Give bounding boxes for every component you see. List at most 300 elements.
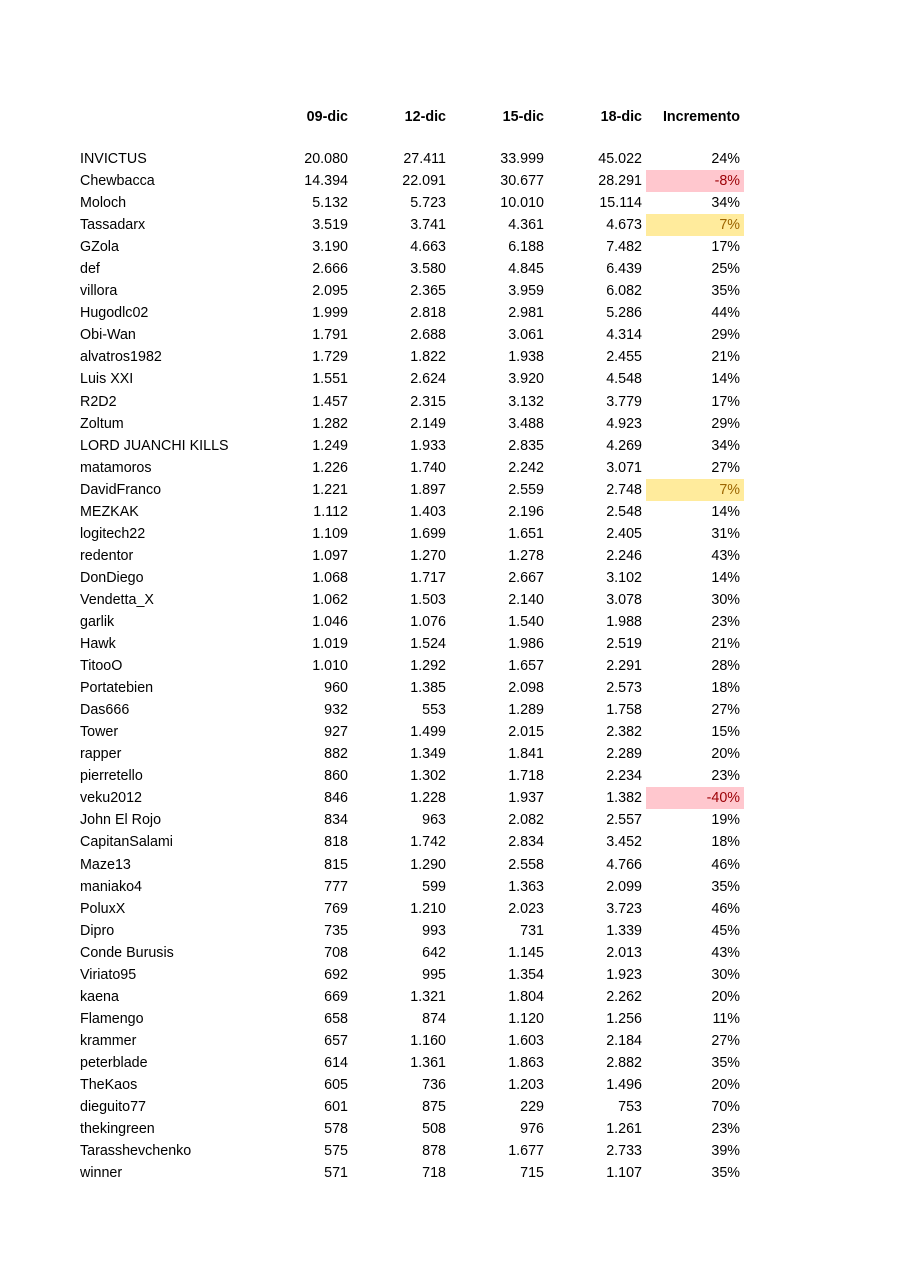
player-name-cell: kaena [80,988,119,1005]
player-name-cell: garlik [80,614,115,630]
value-18-dic-cell: 1.382 [606,790,642,807]
table-row [76,457,746,479]
value-18-dic-cell: 2.234 [606,768,642,785]
value-09-dic-cell: 818 [324,834,348,851]
value-12-dic-cell: 1.822 [410,349,446,366]
table-row [76,192,746,214]
table-row [76,677,746,699]
value-15-dic-cell: 1.651 [508,525,544,542]
table-body [76,148,746,1184]
player-name-cell: alvatros1982 [80,349,162,366]
value-15-dic-cell: 2.834 [508,834,544,851]
value-12-dic-cell: 963 [422,812,446,829]
player-name-cell: R2D2 [80,393,117,410]
value-09-dic-cell: 575 [324,1143,348,1160]
value-18-dic-cell: 753 [618,1099,642,1116]
table-row [76,589,746,611]
value-18-dic-cell: 4.548 [606,371,642,388]
value-15-dic-cell: 1.540 [508,614,544,630]
table-row [76,765,746,787]
value-12-dic-cell: 1.503 [410,591,446,608]
player-name-cell: Viriato95 [80,966,137,983]
value-15-dic-cell: 715 [520,1165,544,1182]
value-15-dic-cell: 2.835 [508,437,544,454]
value-15-dic-cell: 1.804 [508,988,544,1005]
player-name-cell: Conde Burusis [80,944,174,961]
value-12-dic-cell: 642 [422,944,446,961]
value-18-dic-cell: 2.382 [606,724,642,741]
value-12-dic-cell: 1.385 [410,680,446,697]
value-12-dic-cell: 875 [422,1099,446,1116]
table-row [76,633,746,655]
value-12-dic-cell: 2.624 [410,371,446,388]
increment-cell: 18% [711,834,740,851]
value-18-dic-cell: 15.114 [599,195,642,212]
value-18-dic-cell: 3.779 [606,393,642,410]
value-15-dic-cell: 1.986 [508,636,544,653]
player-name-cell: pierretello [80,768,143,785]
value-15-dic-cell: 3.920 [508,371,544,388]
value-15-dic-cell: 2.559 [508,481,544,498]
value-12-dic-cell: 1.076 [410,614,446,630]
value-09-dic-cell: 578 [324,1121,348,1138]
table-row [76,1074,746,1096]
value-09-dic-cell: 3.519 [312,217,348,234]
value-12-dic-cell: 874 [422,1010,446,1027]
value-15-dic-cell: 10.010 [500,195,544,212]
increment-cell: 35% [711,1054,740,1071]
increment-cell: 23% [711,614,740,630]
value-09-dic-cell: 1.112 [313,503,348,520]
player-name-cell: TheKaos [80,1076,138,1093]
value-12-dic-cell: 2.315 [410,393,446,410]
table-row [76,368,746,390]
value-15-dic-cell: 6.188 [508,239,544,256]
value-09-dic-cell: 1.068 [312,569,348,586]
value-12-dic-cell: 2.818 [410,305,446,322]
table-row [76,699,746,721]
value-18-dic-cell: 2.246 [606,547,642,564]
player-name-cell: krammer [80,1032,137,1049]
value-09-dic-cell: 657 [324,1032,348,1049]
value-09-dic-cell: 1.729 [312,349,348,366]
increment-cell: 29% [711,327,740,344]
player-name-cell: dieguito77 [80,1099,146,1116]
table-row [76,413,746,435]
value-18-dic-cell: 2.882 [606,1054,642,1071]
table-row [76,1162,746,1184]
increment-cell: 24% [711,151,740,168]
value-09-dic-cell: 1.457 [312,393,348,410]
value-09-dic-cell: 20.080 [304,151,348,168]
value-18-dic-cell: 1.107 [606,1165,642,1182]
value-09-dic-cell: 2.095 [312,283,348,300]
value-15-dic-cell: 1.289 [508,702,544,719]
value-15-dic-cell: 2.098 [508,680,544,697]
value-15-dic-cell: 976 [520,1121,544,1138]
value-12-dic-cell: 1.270 [410,547,446,564]
value-09-dic-cell: 846 [324,790,348,807]
table-row [76,324,746,346]
header-col-12-dic: 12-dic [404,109,446,125]
value-12-dic-cell: 1.897 [410,481,446,498]
player-name-cell: Das666 [80,702,130,719]
table-row [76,148,746,170]
table-row [76,721,746,743]
value-15-dic-cell: 30.677 [500,173,544,190]
header-col-incremento: Incremento [662,109,740,125]
value-15-dic-cell: 1.937 [508,790,544,807]
value-18-dic-cell: 6.439 [606,261,642,278]
increment-cell: 17% [711,393,740,410]
value-12-dic-cell: 1.349 [410,746,446,763]
value-12-dic-cell: 1.210 [410,900,446,917]
table-header-row [76,105,746,129]
player-name-cell: thekingreen [80,1121,155,1138]
value-18-dic-cell: 2.013 [606,944,642,961]
value-18-dic-cell: 1.988 [606,614,642,630]
value-15-dic-cell: 2.023 [508,900,544,917]
player-name-cell: DonDiego [80,569,144,586]
value-09-dic-cell: 1.109 [312,525,348,542]
table-row [76,611,746,633]
value-12-dic-cell: 1.302 [410,768,446,785]
table-row [76,258,746,280]
increment-cell: 43% [711,547,740,564]
value-09-dic-cell: 1.010 [312,658,348,675]
table-row [76,1140,746,1162]
value-09-dic-cell: 614 [324,1054,348,1071]
value-18-dic-cell: 2.289 [606,746,642,763]
increment-cell: 35% [711,878,740,895]
increment-cell: 31% [711,525,740,542]
increment-cell: 43% [711,944,740,961]
value-18-dic-cell: 2.748 [606,481,642,498]
increment-cell: 7% [646,214,744,236]
table-row [76,1118,746,1140]
value-09-dic-cell: 815 [324,856,348,873]
increment-cell: 46% [711,856,740,873]
value-12-dic-cell: 1.290 [410,856,446,873]
value-15-dic-cell: 1.120 [508,1010,544,1027]
value-18-dic-cell: 45.022 [598,151,642,168]
player-name-cell: PoluxX [80,900,126,917]
table-row [76,854,746,876]
player-name-cell: Chewbacca [80,173,155,190]
increment-cell: 35% [711,283,740,300]
value-09-dic-cell: 1.221 [312,481,348,498]
table-row [76,1096,746,1118]
increment-cell: 30% [711,591,740,608]
increment-cell: 30% [711,966,740,983]
value-12-dic-cell: 2.688 [410,327,446,344]
value-18-dic-cell: 2.733 [606,1143,642,1160]
value-15-dic-cell: 1.863 [508,1054,544,1071]
value-15-dic-cell: 731 [520,922,544,939]
increment-cell: 34% [711,195,740,212]
value-12-dic-cell: 1.740 [410,459,446,476]
value-18-dic-cell: 2.405 [606,525,642,542]
table-row [76,214,746,236]
value-09-dic-cell: 777 [324,878,348,895]
value-15-dic-cell: 3.132 [508,393,544,410]
table-row [76,831,746,853]
value-09-dic-cell: 5.132 [312,195,348,212]
value-12-dic-cell: 1.524 [410,636,446,653]
player-name-cell: Dipro [80,922,115,939]
value-09-dic-cell: 1.791 [312,327,348,344]
player-name-cell: Tower [80,724,119,741]
increment-cell: 23% [711,768,740,785]
value-15-dic-cell: 1.278 [508,547,544,564]
table-row [76,391,746,413]
value-12-dic-cell: 1.742 [410,834,446,851]
value-12-dic-cell: 599 [422,878,446,895]
value-18-dic-cell: 4.269 [606,437,642,454]
value-18-dic-cell: 3.452 [606,834,642,851]
value-18-dic-cell: 3.071 [606,459,642,476]
increment-cell: 17% [711,239,740,256]
value-15-dic-cell: 3.061 [508,327,544,344]
value-12-dic-cell: 553 [422,702,446,719]
player-name-cell: maniako4 [80,878,142,895]
value-09-dic-cell: 601 [324,1099,348,1116]
increment-cell: -8% [646,170,744,192]
value-12-dic-cell: 3.580 [410,261,446,278]
value-15-dic-cell: 2.015 [508,724,544,741]
value-15-dic-cell: 4.845 [508,261,544,278]
value-15-dic-cell: 1.363 [508,878,544,895]
value-18-dic-cell: 2.573 [606,680,642,697]
table-row [76,523,746,545]
increment-cell: 39% [711,1143,740,1160]
value-18-dic-cell: 7.482 [606,239,642,256]
value-09-dic-cell: 2.666 [312,261,348,278]
player-name-cell: LORD JUANCHI KILLS [80,437,229,454]
value-12-dic-cell: 2.365 [410,283,446,300]
increment-cell: 21% [711,636,740,653]
table-row [76,545,746,567]
value-15-dic-cell: 1.657 [508,658,544,675]
player-name-cell: veku2012 [80,790,143,807]
table-row [76,655,746,677]
increment-cell: 46% [711,900,740,917]
value-18-dic-cell: 4.766 [606,856,642,873]
value-18-dic-cell: 3.723 [606,900,642,917]
value-09-dic-cell: 1.019 [312,636,348,653]
value-15-dic-cell: 2.981 [508,305,544,322]
player-name-cell: Vendetta_X [80,591,154,608]
increment-cell: 14% [711,569,740,586]
increment-cell: 45% [711,922,740,939]
value-15-dic-cell: 33.999 [500,151,544,168]
player-name-cell: Hugodlc02 [80,305,149,322]
value-18-dic-cell: 2.519 [606,636,642,653]
value-18-dic-cell: 4.923 [606,415,642,432]
player-name-cell: Flamengo [80,1010,144,1027]
table-row [76,964,746,986]
table-row [76,1008,746,1030]
player-name-cell: INVICTUS [80,151,147,168]
value-18-dic-cell: 2.557 [606,812,642,829]
increment-cell: 14% [711,371,740,388]
value-15-dic-cell: 1.718 [508,768,544,785]
value-15-dic-cell: 2.196 [508,503,544,520]
value-12-dic-cell: 718 [422,1165,446,1182]
increment-cell: 28% [711,658,740,675]
value-12-dic-cell: 2.149 [410,415,446,432]
increment-cell: 34% [711,437,740,454]
player-name-cell: Tarasshevchenko [80,1143,192,1160]
value-18-dic-cell: 2.184 [606,1032,642,1049]
value-18-dic-cell: 2.262 [606,988,642,1005]
value-12-dic-cell: 1.403 [410,503,446,520]
value-12-dic-cell: 22.091 [402,173,446,190]
player-name-cell: Zoltum [80,415,124,432]
player-name-cell: Tassadarx [80,217,146,234]
table-row [76,876,746,898]
table-row [76,567,746,589]
increment-cell: 70% [711,1099,740,1116]
value-15-dic-cell: 2.667 [508,569,544,586]
table-row [76,920,746,942]
increment-cell: -40% [646,787,744,809]
value-18-dic-cell: 2.548 [606,503,642,520]
value-18-dic-cell: 1.261 [606,1121,642,1138]
value-12-dic-cell: 4.663 [410,239,446,256]
value-18-dic-cell: 2.099 [606,878,642,895]
value-09-dic-cell: 882 [324,746,348,763]
value-18-dic-cell: 5.286 [606,305,642,322]
value-09-dic-cell: 14.394 [304,173,348,190]
table-row [76,435,746,457]
table-row [76,501,746,523]
value-09-dic-cell: 960 [324,680,348,697]
value-09-dic-cell: 1.046 [312,614,348,630]
value-15-dic-cell: 3.488 [508,415,544,432]
value-09-dic-cell: 605 [324,1076,348,1093]
player-name-cell: Luis XXI [80,371,134,388]
value-12-dic-cell: 1.499 [410,724,446,741]
table-row [76,898,746,920]
player-name-cell: Portatebien [80,680,154,697]
value-09-dic-cell: 1.226 [312,459,348,476]
value-12-dic-cell: 1.321 [410,988,446,1005]
increment-cell: 19% [711,812,740,829]
value-18-dic-cell: 2.455 [606,349,642,366]
value-12-dic-cell: 1.361 [410,1054,446,1071]
value-12-dic-cell: 27.411 [403,151,446,168]
value-15-dic-cell: 2.082 [508,812,544,829]
value-09-dic-cell: 1.097 [312,547,348,564]
value-09-dic-cell: 769 [324,900,348,917]
value-09-dic-cell: 692 [324,966,348,983]
value-18-dic-cell: 1.496 [606,1076,642,1093]
table-row [76,1052,746,1074]
table-row [76,809,746,831]
header-col-09-dic: 09-dic [306,109,348,125]
increment-cell: 27% [711,1032,740,1049]
player-name-cell: Moloch [80,195,127,212]
increment-cell: 25% [711,261,740,278]
ranking-table [76,105,746,1184]
value-18-dic-cell: 6.082 [606,283,642,300]
table-row [76,1030,746,1052]
value-12-dic-cell: 5.723 [410,195,446,212]
value-18-dic-cell: 1.256 [606,1010,642,1027]
player-name-cell: villora [80,283,118,300]
value-15-dic-cell: 1.841 [508,746,544,763]
value-18-dic-cell: 4.314 [606,327,642,344]
player-name-cell: Maze13 [80,856,131,873]
increment-cell: 11% [712,1010,740,1027]
value-12-dic-cell: 1.228 [410,790,446,807]
value-09-dic-cell: 1.282 [312,415,348,432]
table-row [76,479,746,501]
value-18-dic-cell: 1.339 [606,922,642,939]
table-row [76,942,746,964]
value-18-dic-cell: 3.102 [606,569,642,586]
increment-cell: 21% [711,349,740,366]
player-name-cell: rapper [80,746,122,763]
value-15-dic-cell: 1.354 [508,966,544,983]
table-row [76,170,746,192]
player-name-cell: GZola [80,239,119,256]
value-09-dic-cell: 1.999 [312,305,348,322]
player-name-cell: TitooO [80,658,123,675]
value-09-dic-cell: 932 [324,702,348,719]
value-09-dic-cell: 1.551 [312,371,348,388]
value-15-dic-cell: 1.603 [508,1032,544,1049]
increment-cell: 20% [711,746,740,763]
increment-cell: 27% [711,702,740,719]
increment-cell: 29% [711,415,740,432]
player-name-cell: John El Rojo [80,812,162,829]
increment-cell: 7% [646,479,744,501]
table-row [76,743,746,765]
value-09-dic-cell: 1.249 [312,437,348,454]
value-18-dic-cell: 28.291 [598,173,642,190]
value-18-dic-cell: 1.758 [606,702,642,719]
value-09-dic-cell: 860 [324,768,348,785]
increment-cell: 20% [711,988,740,1005]
value-15-dic-cell: 1.938 [508,349,544,366]
player-name-cell: redentor [80,547,134,564]
player-name-cell: winner [80,1165,123,1182]
value-15-dic-cell: 1.145 [508,944,544,961]
value-09-dic-cell: 3.190 [312,239,348,256]
player-name-cell: CapitanSalami [80,834,173,851]
table-row [76,236,746,258]
value-09-dic-cell: 708 [324,944,348,961]
value-12-dic-cell: 1.717 [410,569,446,586]
value-12-dic-cell: 878 [422,1143,446,1160]
value-15-dic-cell: 1.203 [508,1076,544,1093]
value-09-dic-cell: 834 [324,812,348,829]
increment-cell: 35% [711,1165,740,1182]
value-12-dic-cell: 736 [422,1076,446,1093]
increment-cell: 18% [711,680,740,697]
table-row [76,986,746,1008]
value-15-dic-cell: 2.140 [508,591,544,608]
increment-cell: 44% [711,305,740,322]
value-15-dic-cell: 2.558 [508,856,544,873]
player-name-cell: peterblade [80,1054,148,1071]
increment-cell: 15% [711,724,740,741]
value-18-dic-cell: 3.078 [606,591,642,608]
value-15-dic-cell: 2.242 [508,459,544,476]
header-spacer [76,129,746,148]
